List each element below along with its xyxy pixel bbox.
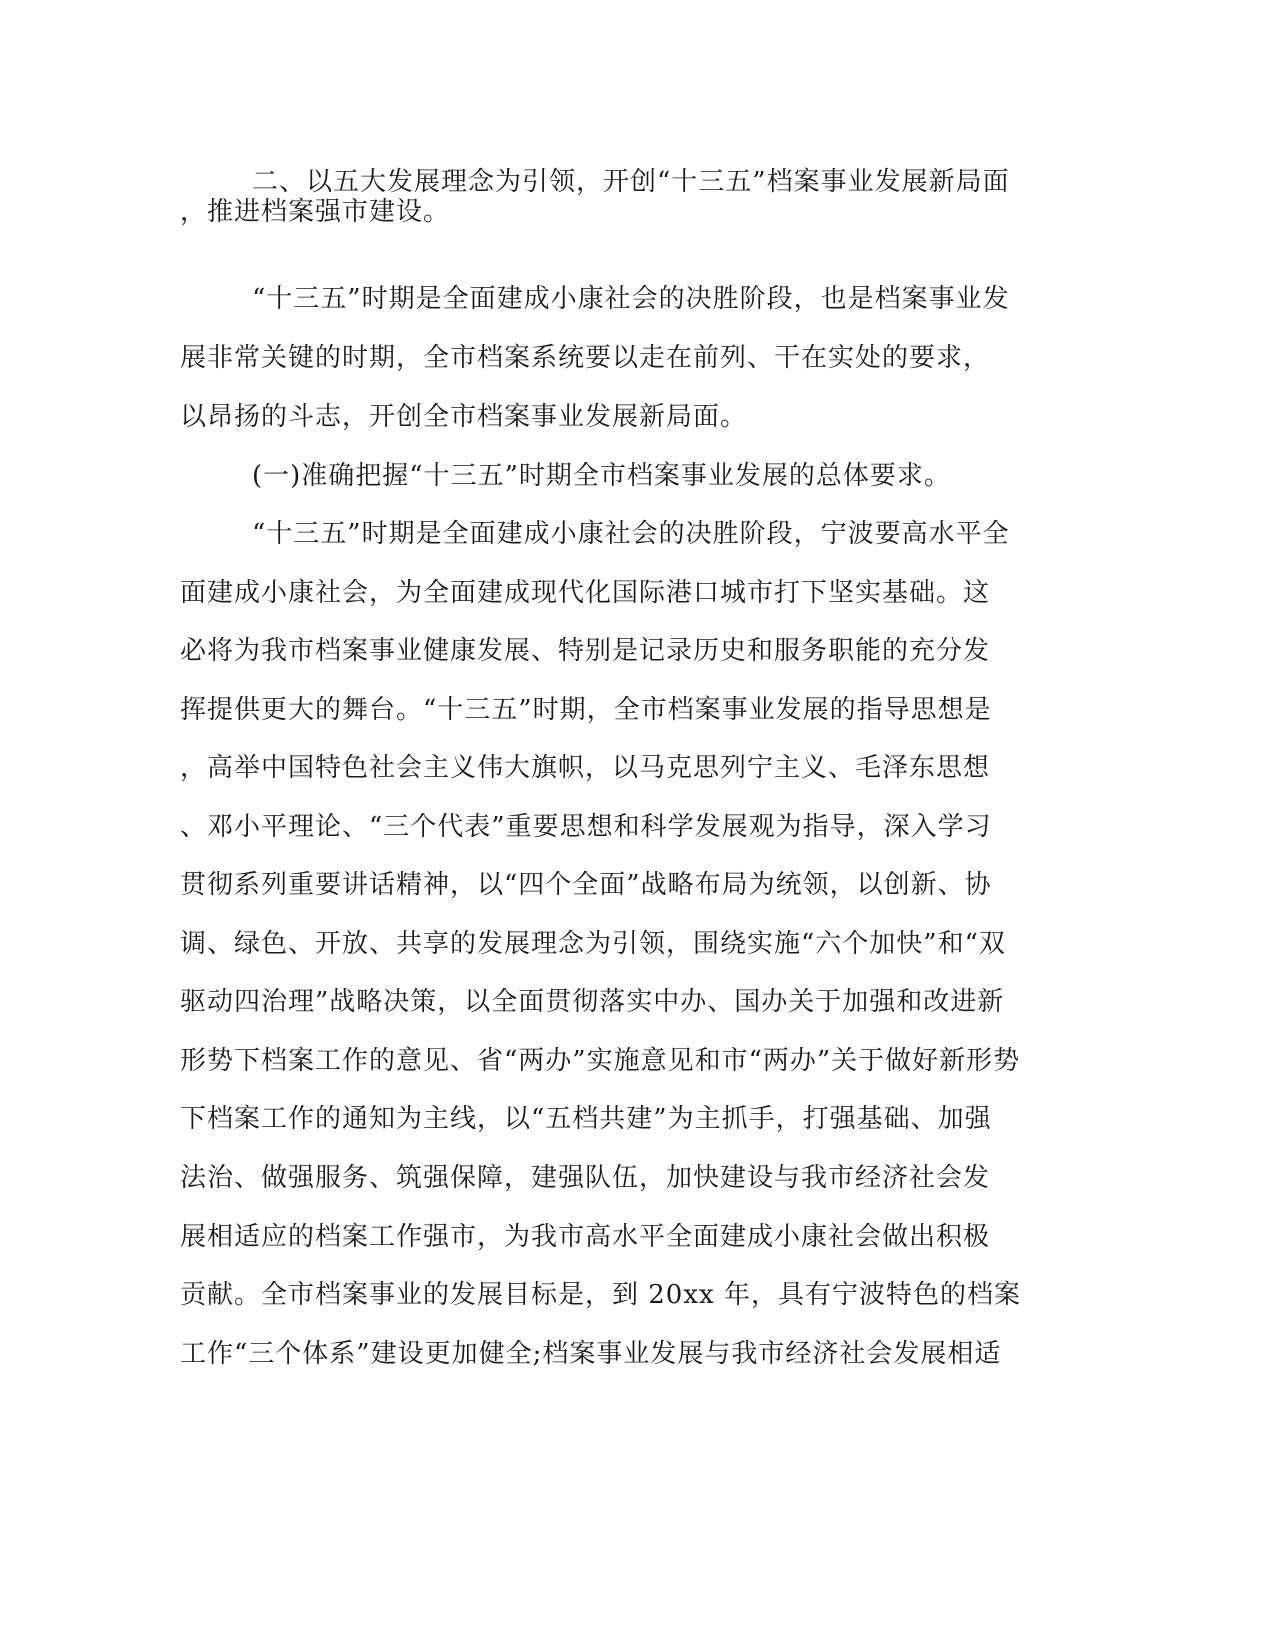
- paragraph-2-line-11: 下档案工作的通知为主线，以“五档共建”为主抓手，打强基础、加强: [180, 1104, 992, 1134]
- paragraph-2-line-1: “十三五”时期是全面建成小康社会的决胜阶段，宁波要高水平全: [252, 519, 1010, 549]
- paragraph-1-line-1: “十三五”时期是全面建成小康社会的决胜阶段，也是档案事业发: [252, 284, 1010, 314]
- paragraph-2-line-10: 形势下档案工作的意见、省“两办”实施意见和市“两办”关于做好新形势: [180, 1046, 1021, 1076]
- paragraph-2-line-6: 、邓小平理论、“三个代表”重要思想和科学发展观为指导，深入学习: [180, 812, 992, 842]
- section-heading-line-2: ，推进档案强市建设。: [180, 197, 451, 227]
- paragraph-2-line-5: ，高举中国特色社会主义伟大旗帜，以马克思列宁主义、毛泽东思想: [180, 753, 991, 783]
- paragraph-2-line-14: 贡献。全市档案事业的发展目标是，到 20xx 年，具有宁波特色的档案: [180, 1280, 1021, 1310]
- paragraph-2-line-12: 法治、做强服务、筑强保障，建强队伍，加快建设与我市经济社会发: [180, 1163, 991, 1193]
- paragraph-2-line-15: 工作“三个体系”建设更加健全;档案事业发展与我市经济社会发展相适: [180, 1339, 1002, 1369]
- paragraph-2-line-3: 必将为我市档案事业健康发展、特别是记录历史和服务职能的充分发: [180, 636, 991, 666]
- paragraph-1-line-3: 以昂扬的斗志，开创全市档案事业发展新局面。: [180, 402, 748, 432]
- subsection-heading: (一)准确把握“十三五”时期全市档案事业发展的总体要求。: [252, 461, 951, 491]
- paragraph-1-line-2: 展非常关键的时期，全市档案系统要以走在前列、干在实处的要求，: [180, 343, 991, 373]
- paragraph-2-line-7: 贯彻系列重要讲话精神，以“四个全面”战略布局为统领，以创新、协: [180, 870, 992, 900]
- paragraph-2-line-4: 挥提供更大的舞台。“十三五”时期，全市档案事业发展的指导思想是: [180, 695, 992, 725]
- paragraph-2-line-13: 展相适应的档案工作强市，为我市高水平全面建成小康社会做出积极: [180, 1222, 991, 1252]
- section-heading-line-1: 二、以五大发展理念为引领，开创“十三五”档案事业发展新局面: [252, 167, 1010, 197]
- paragraph-2-line-9: 驱动四治理”战略决策，以全面贯彻落实中办、国办关于加强和改进新: [180, 987, 1005, 1017]
- paragraph-2-line-2: 面建成小康社会，为全面建成现代化国际港口城市打下坚实基础。这: [180, 578, 991, 608]
- paragraph-2-line-8: 调、绿色、开放、共享的发展理念为引领，围绕实施“六个加快”和“双: [180, 929, 1006, 959]
